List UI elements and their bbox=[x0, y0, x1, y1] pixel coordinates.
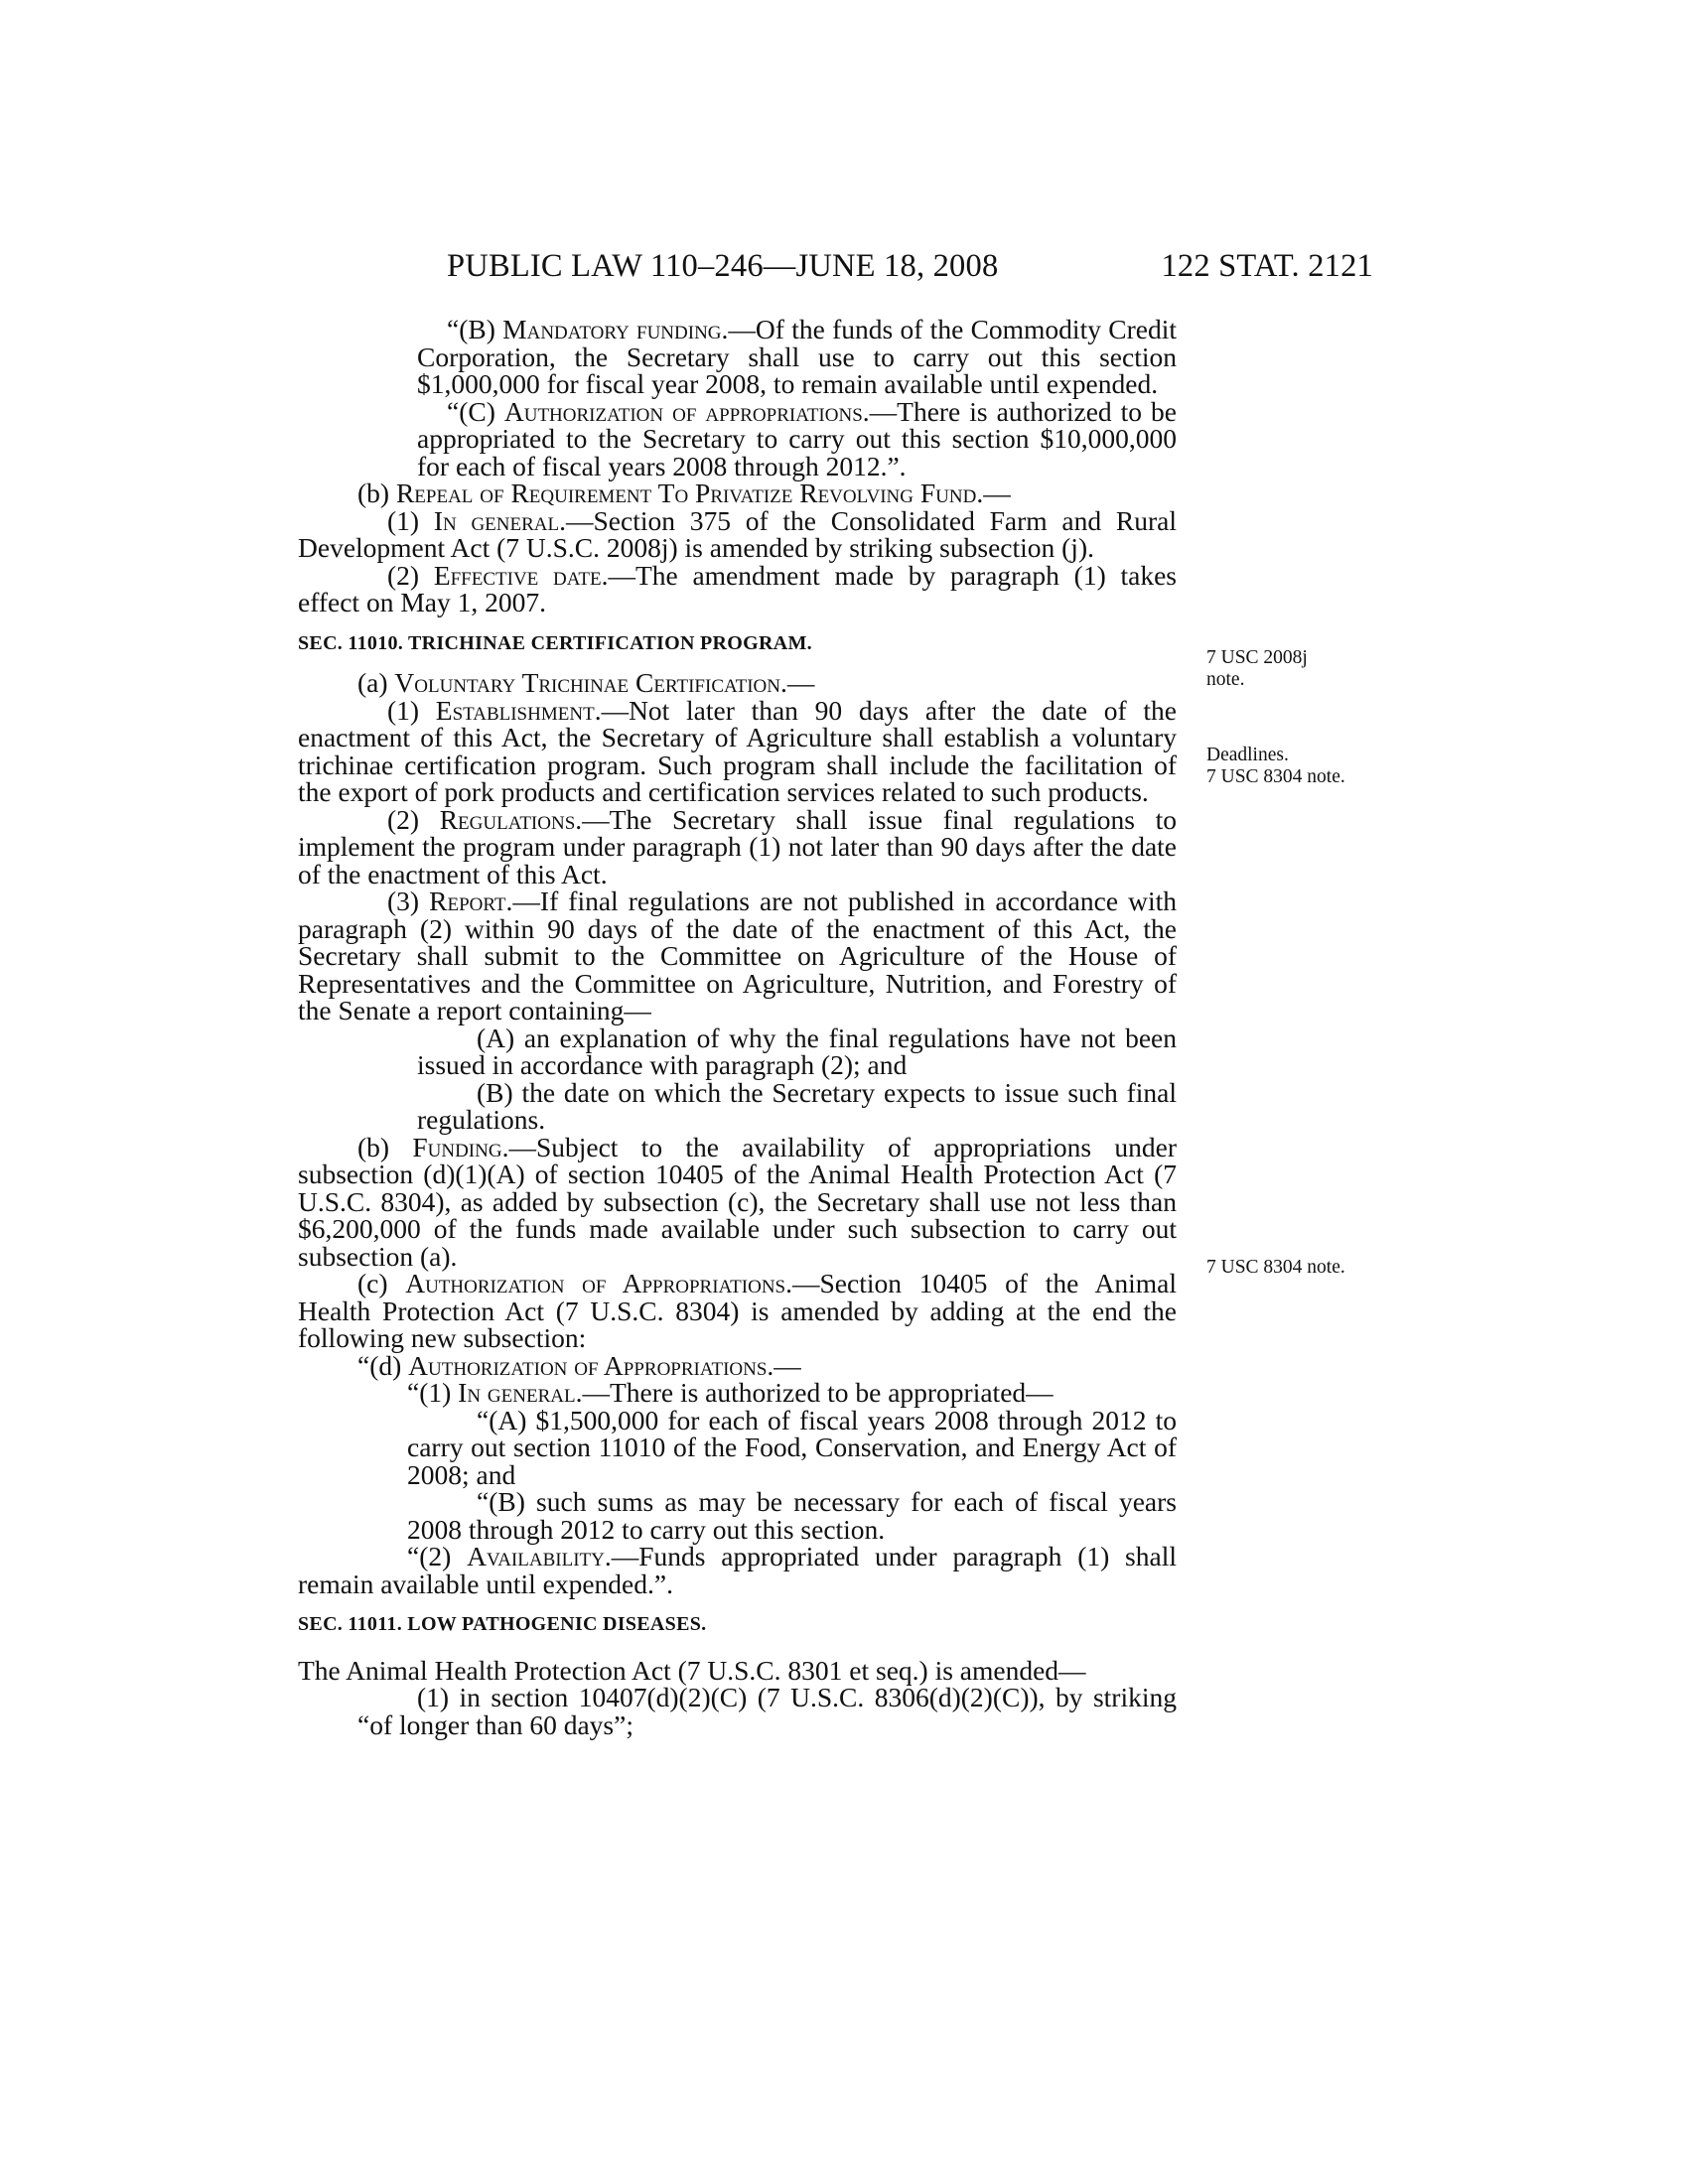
para-heading: Voluntary Trichinae Certification bbox=[394, 667, 780, 698]
para-text: .—Section 10405 of the Animal Health Protection Act (7 U.S.C. 8304) is amended by adding at the end the following new subsection: bbox=[298, 1268, 1177, 1353]
paragraph-low-1: (1) in section 10407(d)(2)(C) (7 U.S.C. 8306(d)(2)(C)), by striking “of longer than 60 days”; bbox=[357, 1682, 1177, 1740]
margin-note-8304 bbox=[1206, 1257, 1345, 1279]
subsection-b-funding bbox=[298, 1131, 1177, 1272]
para-label: “(C) bbox=[447, 395, 504, 427]
subsection-a-voluntary bbox=[298, 669, 1177, 697]
para-text: .— bbox=[767, 1349, 801, 1381]
para-heading: Establishment bbox=[435, 694, 595, 726]
para-heading: Authorization of appropriations bbox=[503, 395, 863, 427]
section-heading-11011: SEC. 11011. LOW PATHOGENIC DISEASES. bbox=[298, 1613, 707, 1635]
para-label: (3) bbox=[387, 886, 430, 916]
para-heading: Regulations bbox=[439, 803, 576, 835]
law-title: PUBLIC LAW 110–246—JUNE 18, 2008 bbox=[447, 248, 999, 284]
para-label: (2) bbox=[387, 559, 434, 591]
para-label: (1) bbox=[387, 504, 434, 536]
para-heading: Mandatory funding bbox=[502, 314, 722, 344]
para-label: (a) bbox=[357, 667, 395, 698]
para-label: “(1) bbox=[407, 1377, 459, 1408]
subsection-c-appropriations bbox=[298, 1270, 1177, 1352]
document-body bbox=[298, 316, 1177, 1738]
margin-note-line: 7 USC 8304 note. bbox=[1206, 1257, 1345, 1278]
para-text: .—Of the funds of the Commodity Credit Corporation, the Secretary shall use to carry out this section $1,000,000 for fiscal year 2008, to remain available until expended. bbox=[417, 314, 1177, 399]
margin-note-line: 7 USC 8304 note. bbox=[1206, 766, 1345, 787]
page-header bbox=[298, 248, 1373, 292]
para-text: .—Section 375 of the Consolidated Farm and Rural Development Act (7 U.S.C. 2008j) is amended by striking subsection (j). bbox=[298, 504, 1177, 563]
paragraph-a-3-report bbox=[298, 887, 1177, 1024]
paragraph-repeal-1 bbox=[298, 504, 1177, 563]
margin-note-line: 7 USC 2008j bbox=[1206, 647, 1308, 668]
paragraph-a-1-establishment bbox=[298, 694, 1178, 807]
para-heading: In general bbox=[458, 1377, 576, 1408]
para-text: .—The amendment made by paragraph (1) takes effect on May 1, 2007. bbox=[298, 559, 1177, 617]
margin-note-line: Deadlines. bbox=[1206, 745, 1289, 765]
para-heading: Authorization of Appropriations bbox=[408, 1349, 768, 1381]
para-label: (2) bbox=[387, 803, 440, 835]
para-heading: Funding bbox=[412, 1131, 502, 1162]
para-label: (c) bbox=[357, 1268, 406, 1298]
subparagraph-a-3-A: (A) an explanation of why the final regulations have not been issued in accordance with paragraph (2); and bbox=[417, 1022, 1177, 1080]
para-heading: Repeal of Requirement To Privatize Revolving Fund bbox=[395, 478, 977, 508]
para-label: (b) bbox=[357, 478, 396, 508]
subparagraph-d-1-A: “(A) $1,500,000 for each of fiscal years 2008 through 2012 to carry out section 11010 of the Food, Conservation, and Energy Act of 2008; and bbox=[407, 1404, 1177, 1490]
paragraph-d-1 bbox=[298, 1379, 1177, 1407]
margin-note-line: note. bbox=[1206, 669, 1245, 690]
para-text: .—Funds appropriated under paragraph (1) shall remain available until expended.”. bbox=[298, 1541, 1177, 1599]
section-heading-11010: SEC. 11010. TRICHINAE CERTIFICATION PROGRAM. bbox=[298, 631, 812, 654]
para-label: “(2) bbox=[407, 1541, 468, 1571]
paragraph-c-authorization bbox=[298, 395, 1177, 481]
para-text: .—Not later than 90 days after the date of the enactment of this Act, the Secretary of Agriculture shall establish a voluntary trichinae certification program. Such program shall include the facilitation of the export of pork products and certification services related to such products. bbox=[298, 694, 1178, 807]
para-text: .—There is authorized to be appropriated to the Secretary to carry out this section $10,000,000 for each of fiscal years 2008 through 2012.”. bbox=[417, 395, 1177, 481]
para-heading: In general bbox=[433, 504, 560, 536]
para-label: “(d) bbox=[357, 1349, 409, 1381]
para-text: .—If final regulations are not published in accordance with paragraph (2) within 90 days of the date of the enactment of this Act, the Secretary shall submit to the Committee on Agriculture of the House of Representatives and the Committee on Agriculture, Nutrition, and Forestry of the Senate a report containing— bbox=[298, 886, 1177, 1025]
para-label: “(B) bbox=[447, 314, 503, 344]
statute-page-number: 122 STAT. 2121 bbox=[1161, 248, 1373, 284]
paragraph-d-2 bbox=[298, 1543, 1177, 1597]
para-label: (b) bbox=[357, 1131, 413, 1162]
subsection-d-authorization bbox=[298, 1349, 1177, 1381]
lead-paragraph-low-pathogenic: The Animal Health Protection Act (7 U.S.C. 8301 et seq.) is amended— bbox=[298, 1654, 1086, 1686]
para-text: .— bbox=[976, 478, 1011, 508]
para-text: .—There is authorized to be appropriated— bbox=[575, 1377, 1054, 1408]
paragraph-repeal-2 bbox=[298, 559, 1177, 617]
para-text: .—Subject to the availability of appropriations under subsection (d)(1)(A) of section 10405 of the Animal Health Protection Act (7 U.S.C. 8304), as added by subsection (c), the Secretary shall use not less than $6,200,000 of the funds made available under such subsection to carry out subsection (a). bbox=[298, 1131, 1177, 1272]
paragraph-b-mandatory-funding bbox=[298, 316, 1177, 398]
margin-note-2008j bbox=[1206, 647, 1308, 691]
para-heading: Availability bbox=[467, 1541, 605, 1571]
paragraph-a-2-regulations bbox=[298, 803, 1177, 889]
margin-note-deadlines bbox=[1206, 745, 1345, 788]
subsection-b-repeal bbox=[298, 479, 1177, 507]
subparagraph-a-3-B: (B) the date on which the Secretary expects to issue such final regulations. bbox=[417, 1076, 1177, 1135]
para-heading: Authorization of Appropriations bbox=[405, 1268, 786, 1298]
para-heading: Report bbox=[429, 886, 506, 916]
para-label: (1) bbox=[387, 694, 436, 726]
subparagraph-d-1-B: “(B) such sums as may be necessary for each of fiscal years 2008 through 2012 to carry out this section. bbox=[407, 1486, 1177, 1545]
para-text: .— bbox=[779, 667, 815, 698]
para-heading: Effective date bbox=[433, 559, 602, 591]
para-text: .—The Secretary shall issue final regulations to implement the program under paragraph (1) not later than 90 days after the date of the enactment of this Act. bbox=[298, 803, 1177, 889]
